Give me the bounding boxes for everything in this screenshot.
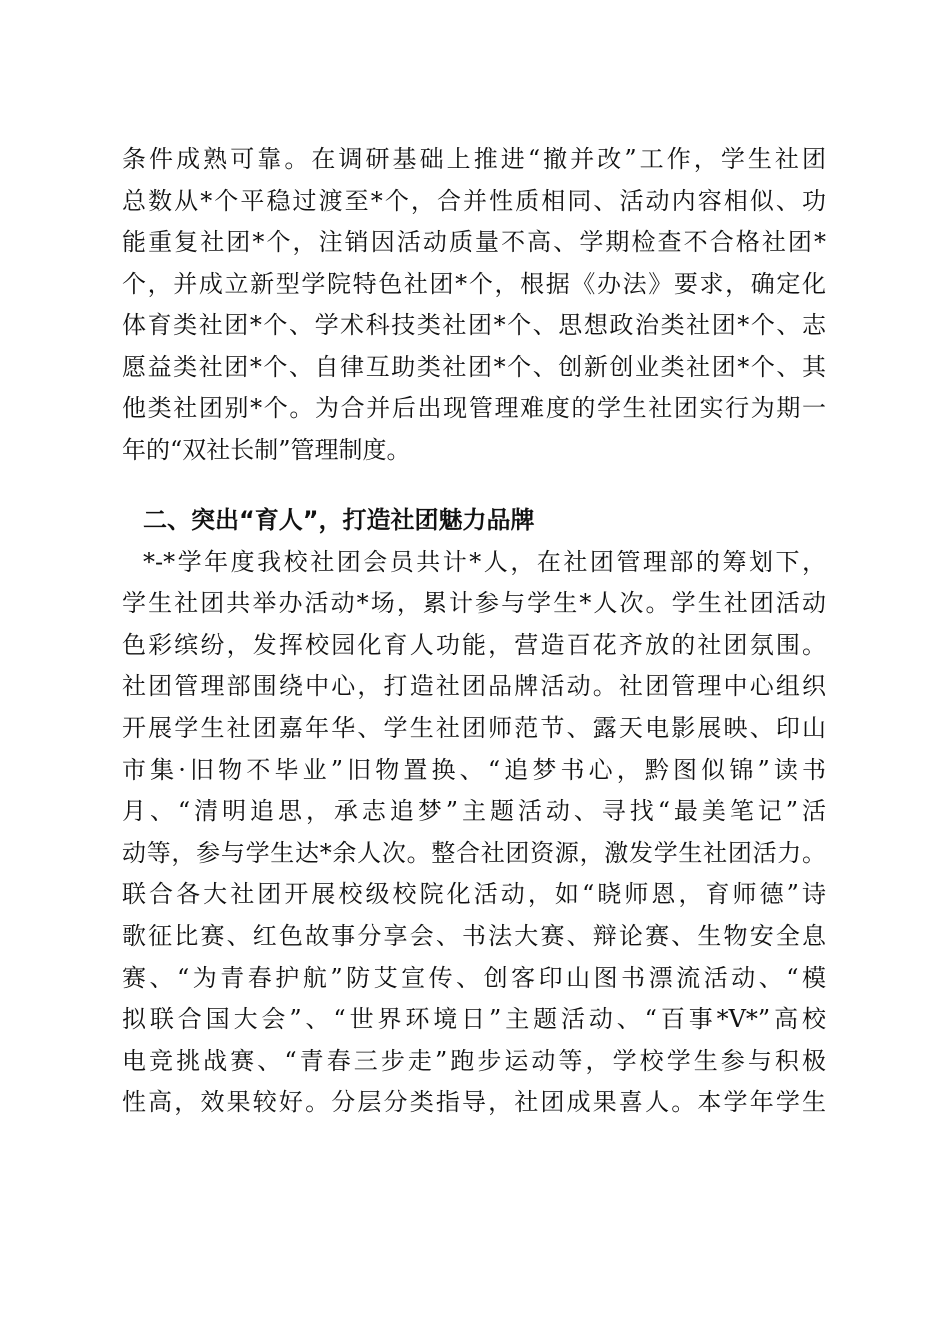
text-line: 愿益类社团*个、自律互助类社团*个、创新创业类社团*个、其	[122, 352, 826, 381]
text-line: 市集·旧物不毕业”旧物置换、“追梦书心，黔图似锦”读书	[122, 755, 826, 784]
text-line: 性高，效果较好。分层分类指导，社团成果喜人。本学年学生	[122, 1088, 826, 1117]
text-line: 社团管理部围绕中心，打造社团品牌活动。社团管理中心组织	[122, 672, 826, 701]
text-line: 色彩缤纷，发挥校园化育人功能，营造百花齐放的社团氛围。	[122, 630, 826, 659]
paragraph-1	[122, 139, 826, 471]
text-line: 电竞挑战赛、“青春三步走”跑步运动等，学校学生参与积极	[122, 1046, 826, 1075]
text-line: 条件成熟可靠。在调研基础上推进“撤并改”工作，学生社团	[122, 145, 826, 173]
text-line: 他类社团别*个。为合并后出现管理难度的学生社团实行为期一	[122, 394, 826, 422]
text-line: 动等，参与学生达*余人次。整合社团资源，激发学生社团活力。	[122, 838, 826, 867]
text-line: 年的“双社长制”管理制度。	[122, 435, 411, 464]
section-2	[122, 500, 826, 1124]
text-line: 月、“清明追思，承志追梦”主题活动、寻找“最美笔记”活	[122, 797, 826, 826]
text-line: 体育类社团*个、学术科技类社团*个、思想政治类社团*个、志	[122, 311, 826, 339]
text-line: 联合各大社团开展校级校院化活动，如“晓师恩，育师德”诗	[122, 880, 826, 909]
section-heading: 二、突出“育人”，打造社团魅力品牌	[143, 506, 535, 534]
text-line: 个，并成立新型学院特色社团*个，根据《办法》要求，确定化	[122, 269, 826, 298]
text-line: 总数从*个平稳过渡至*个，合并性质相同、活动内容相似、功	[122, 186, 826, 215]
text-line: 开展学生社团嘉年华、学生社团师范节、露天电影展映、印山	[122, 713, 826, 742]
text-line: *-*学年度我校社团会员共计*人，在社团管理部的筹划下，	[143, 547, 826, 576]
text-line: 赛、“为青春护航”防艾宣传、创客印山图书漂流活动、“模	[122, 963, 826, 992]
text-line: 拟联合国大会”、“世界环境日”主题活动、“百事*V*”高校	[122, 1005, 826, 1034]
text-line: 歌征比赛、红色故事分享会、书法大赛、辩论赛、生物安全息	[122, 921, 826, 950]
text-line: 能重复社团*个，注销因活动质量不高、学期检查不合格社团*	[122, 228, 826, 256]
text-line: 学生社团共举办活动*场，累计参与学生*人次。学生社团活动	[122, 589, 826, 618]
